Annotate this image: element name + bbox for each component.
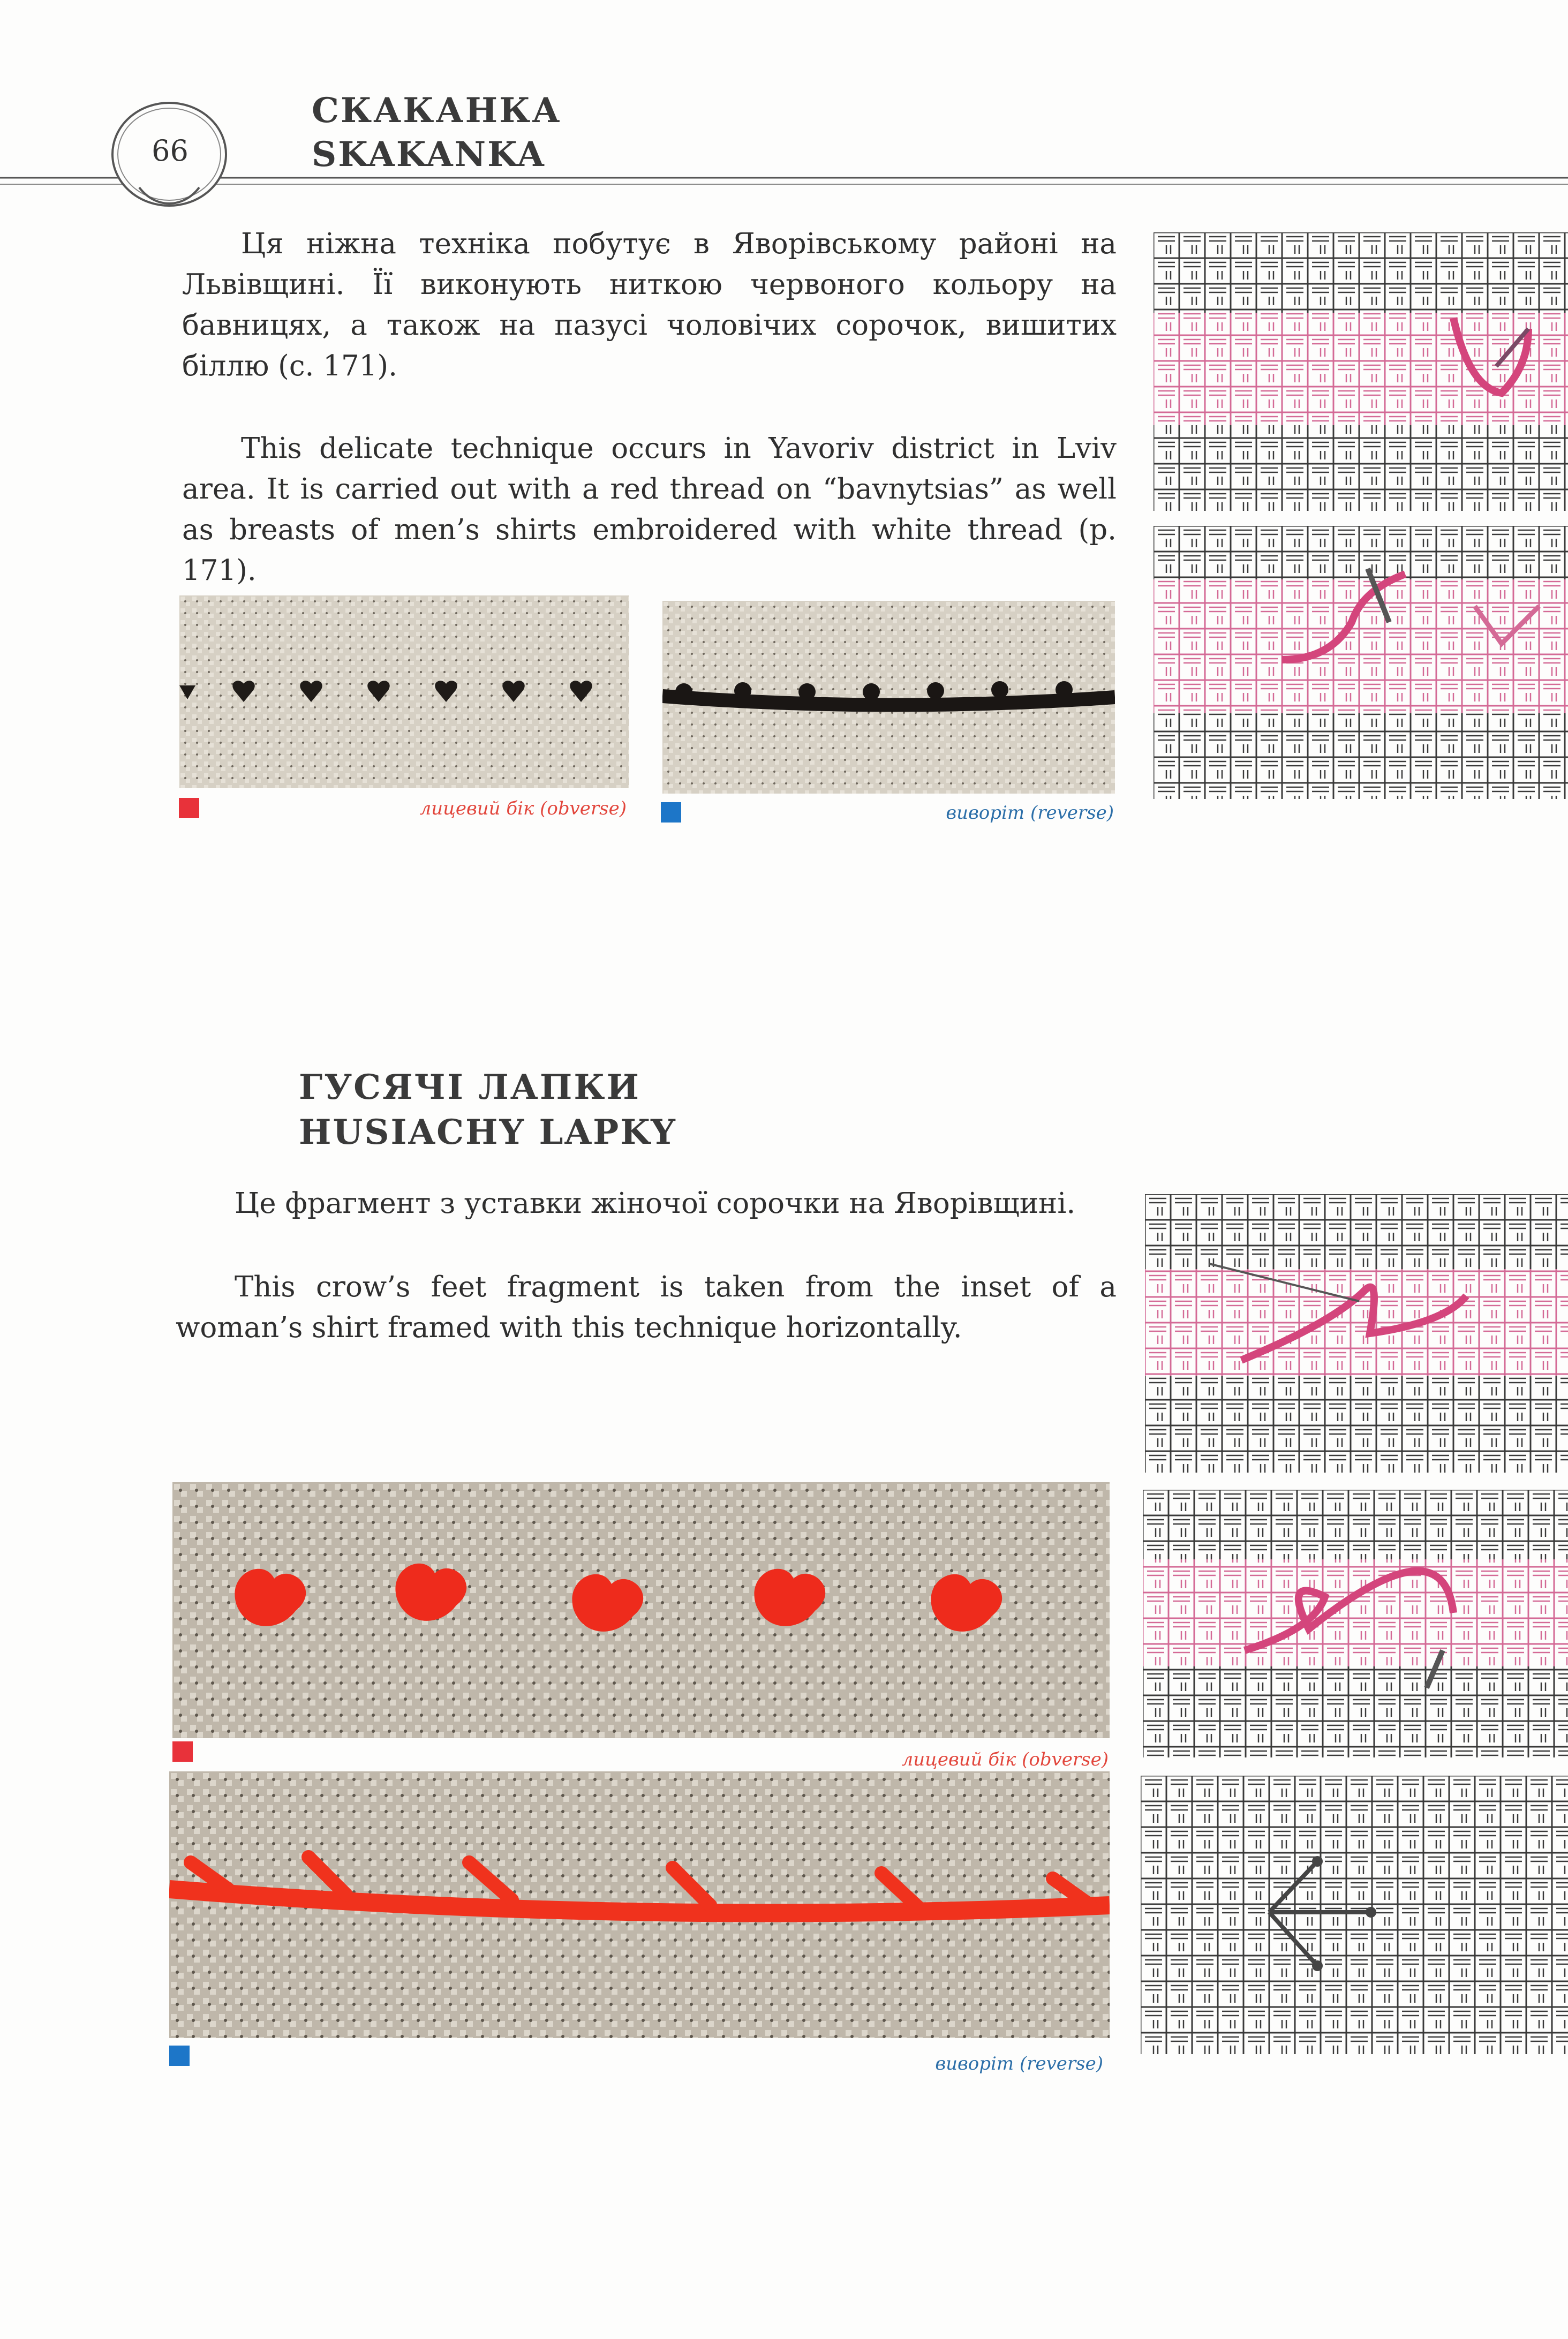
page-header-ornament — [0, 102, 1568, 209]
section2-paragraph-ua: Це фрагмент з уставки жіночої сорочки на Яворівщині. — [235, 1187, 1076, 1220]
section1-paragraph-ua: Ця ніжна техніка побутує в Яворівському районі на Львівщині. Її виконують ниткою червоного кольору на бавницях, а також на пазусі чоловічих сорочок, вишитих біллю (с. 171). — [182, 228, 1117, 382]
section2-paragraph-en: This crow’s feet fragment is taken from the inset of a woman’s shirt framed with this technique horizontally. — [176, 1271, 1117, 1344]
section1-caption-reverse: виворіт (reverse) — [946, 802, 1114, 824]
page-number: 66 — [152, 134, 189, 168]
husiachy-diagram-1 — [1145, 1194, 1568, 1473]
section1-title-ua: СКАКАНКА — [312, 90, 562, 131]
skakanka-diagram-2 — [1154, 526, 1568, 799]
husiachy-diagram-2 — [1143, 1490, 1568, 1757]
section1-title-en: SKAKANKA — [312, 134, 546, 175]
section2-caption-obverse: лицевий бік (obverse) — [901, 1749, 1109, 1770]
skakanka-diagram-1 — [1154, 232, 1568, 511]
skakanka-reverse-photo — [662, 601, 1115, 794]
section1-paragraph-en: This delicate technique occurs in Yavoriv district in Lviv area. It is carried out with a red thread on “bavnytsias” as well as breasts of men’s shirts embroidered with white thread (p. 171). — [182, 432, 1117, 587]
reverse-marker-2 — [169, 2046, 190, 2066]
husiachy-obverse-photo — [172, 1482, 1110, 1738]
skakanka-obverse-photo — [179, 595, 629, 788]
section2-caption-reverse: виворіт (reverse) — [935, 2053, 1103, 2074]
obverse-marker-2 — [172, 1741, 193, 1762]
section1-caption-obverse: лицевий бік (obverse) — [419, 798, 627, 819]
husiachy-reverse-photo — [169, 1771, 1110, 2038]
obverse-marker — [179, 798, 199, 818]
reverse-marker — [661, 802, 681, 823]
section2-title-en: HUSIACHY LAPKY — [299, 1112, 677, 1152]
section2-title-ua: ГУСЯЧІ ЛАПКИ — [299, 1067, 640, 1107]
husiachy-diagram-3 — [1141, 1776, 1568, 2054]
